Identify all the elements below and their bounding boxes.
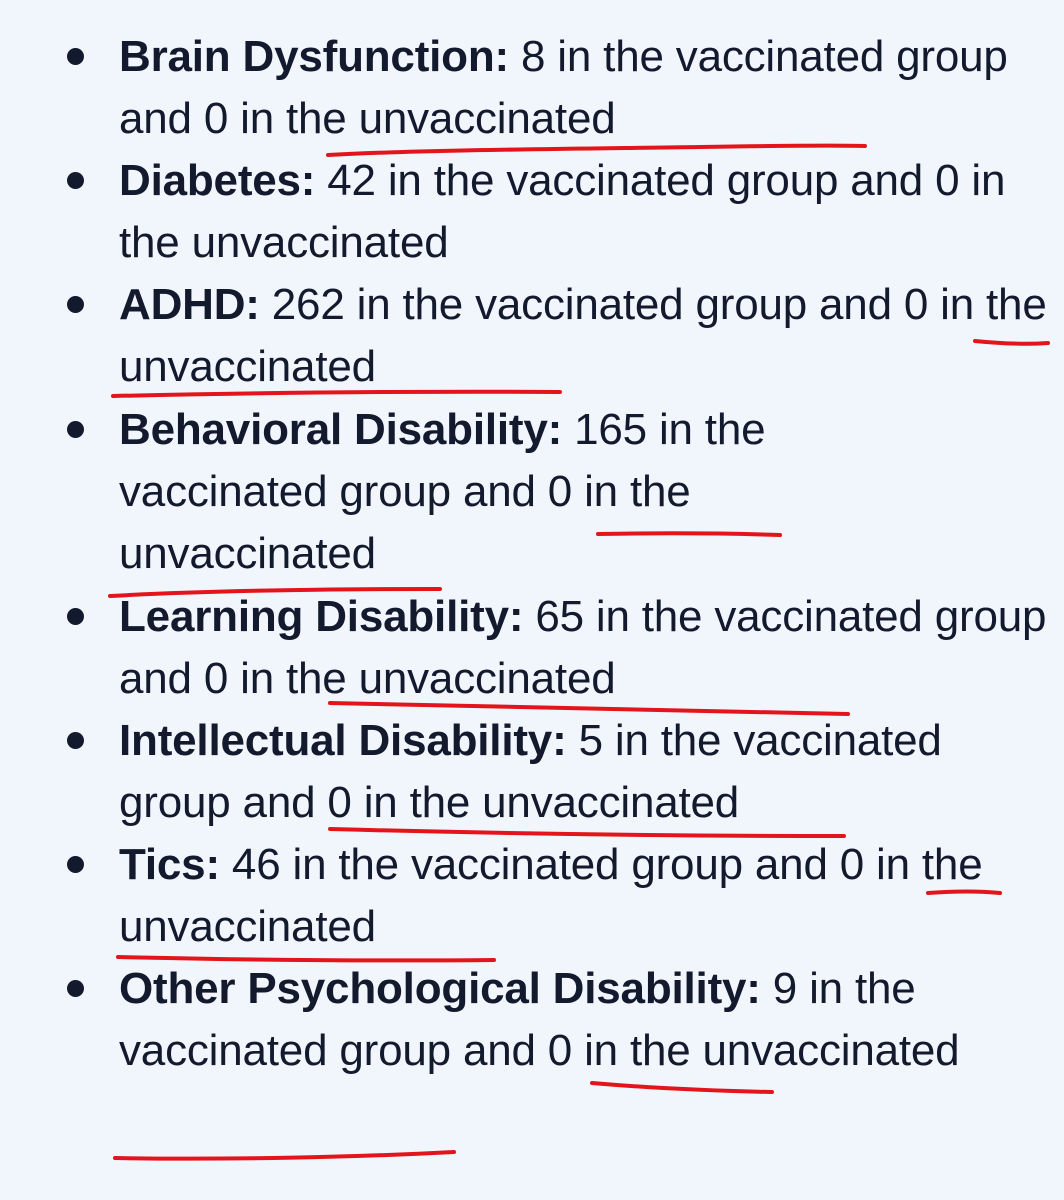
bullet-dot — [67, 732, 84, 749]
bullet-dot — [67, 296, 84, 313]
item-text: 65 in the vaccinated group and 0 in the unvaccinated — [119, 592, 1047, 703]
item-text: 8 in the vaccinated group and 0 in the unvaccinated — [119, 32, 1008, 143]
list-item — [119, 958, 1019, 1082]
list-item — [119, 150, 1049, 274]
bullet-dot — [67, 980, 84, 997]
bullet-dot — [67, 421, 84, 438]
item-text: 9 in the vaccinated group and 0 in the unvaccinated — [119, 964, 960, 1075]
list-item — [119, 274, 1049, 398]
item-term: Other Psychological Disability: — [119, 964, 761, 1013]
list-item — [119, 710, 1049, 834]
bullet-dot — [67, 608, 84, 625]
bullet-dot — [67, 856, 84, 873]
item-term: Tics: — [119, 840, 220, 889]
list-item — [119, 834, 1049, 958]
item-term: Diabetes: — [119, 156, 316, 205]
item-text: 46 in the vaccinated group and 0 in the unvaccinated — [119, 840, 983, 951]
item-term: Behavioral Disability: — [119, 405, 563, 454]
item-term: Learning Disability: — [119, 592, 524, 641]
list-item — [119, 399, 839, 585]
bullet-dot — [67, 172, 84, 189]
item-term: Brain Dysfunction: — [119, 32, 509, 81]
item-term: Intellectual Disability: — [119, 716, 567, 765]
list-item — [119, 586, 1049, 710]
list-item — [119, 26, 1049, 150]
item-text: 165 in the vaccinated group and 0 in the unvaccinated — [119, 405, 766, 578]
item-term: ADHD: — [119, 280, 260, 329]
item-text: 262 in the vaccinated group and 0 in the unvaccinated — [119, 280, 1047, 391]
item-text: 5 in the vaccinated group and 0 in the unvaccinated — [119, 716, 942, 827]
bullet-dot — [67, 48, 84, 65]
item-text: 42 in the vaccinated group and 0 in the unvaccinated — [119, 156, 1006, 267]
